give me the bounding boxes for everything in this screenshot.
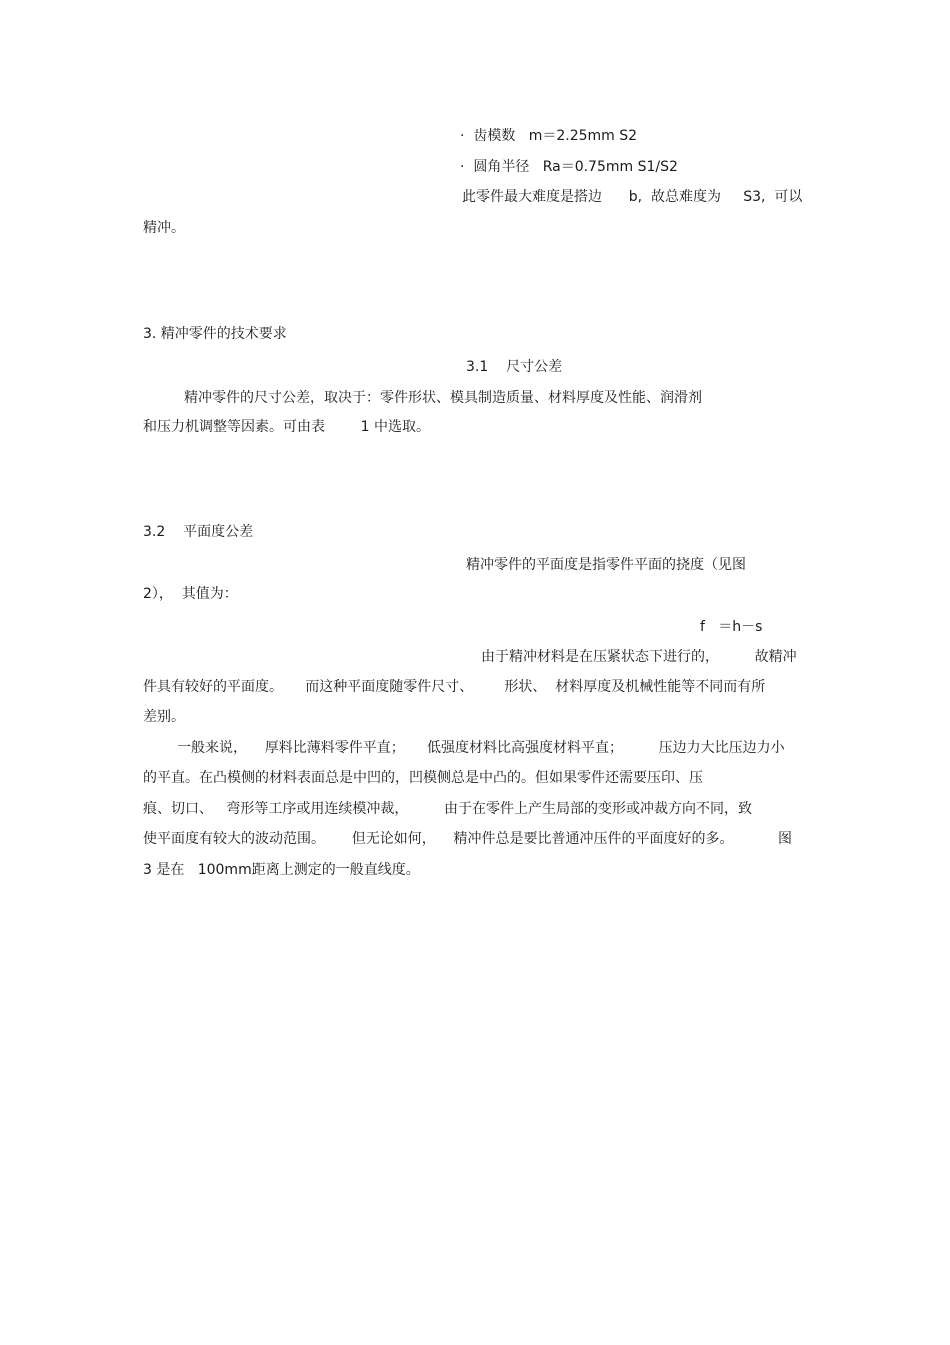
flatness-line-2: 2）， 其值为：: [143, 586, 238, 602]
flatness-formula: f ＝h－s: [700, 619, 763, 635]
bullet-tooth-module: · 齿模数 m＝2.25mm S2: [460, 128, 638, 144]
reason-line-2: 件具有较好的平面度。 而这种平面度随零件尺寸、 形状、 材料厚度及机械性能等不同而有所: [143, 679, 766, 695]
general-line-2: 的平直。在凸模侧的材料表面总是中凹的，凹模侧总是中凸的。但如果零件还需要压印、压: [143, 770, 703, 786]
tolerance-line-2: 和压力机调整等因素。可由表 1 中选取。: [143, 419, 430, 435]
reason-line-1: 由于精冲材料是在压紧状态下进行的， 故精冲: [481, 649, 797, 665]
general-line-5: 3 是在 100mm距离上测定的一般直线度。: [143, 862, 420, 878]
flatness-line-1: 精冲零件的平面度是指零件平面的挠度（见图: [466, 557, 746, 573]
reason-line-3: 差别。: [143, 709, 185, 725]
section-heading-3-1: 3.1 尺寸公差: [466, 359, 563, 375]
bullet-fillet-radius: · 圆角半径 Ra＝0.75mm S1/S2: [460, 159, 678, 175]
difficulty-line-1: 此零件最大难度是搭边 b, 故总难度为 S3, 可以: [462, 189, 803, 205]
general-line-4: 使平面度有较大的波动范围。 但无论如何， 精冲件总是要比普通冲压件的平面度好的多。 图: [143, 831, 793, 847]
general-line-3: 痕、切口、 弯形等工序或用连续模冲裁， 由于在零件上产生局部的变形或冲裁方向不同，致: [143, 801, 752, 817]
general-line-1: 一般来说， 厚料比薄料零件平直； 低强度材料比高强度材料平直； 压边力大比压边力小: [177, 740, 785, 756]
section-heading-3-2: 3.2 平面度公差: [143, 524, 254, 540]
difficulty-line-2: 精冲。: [143, 220, 185, 236]
tolerance-line-1: 精冲零件的尺寸公差，取决于：零件形状、模具制造质量、材料厚度及性能、润滑剂: [184, 390, 702, 406]
section-heading-3: 3. 精冲零件的技术要求: [143, 326, 287, 342]
